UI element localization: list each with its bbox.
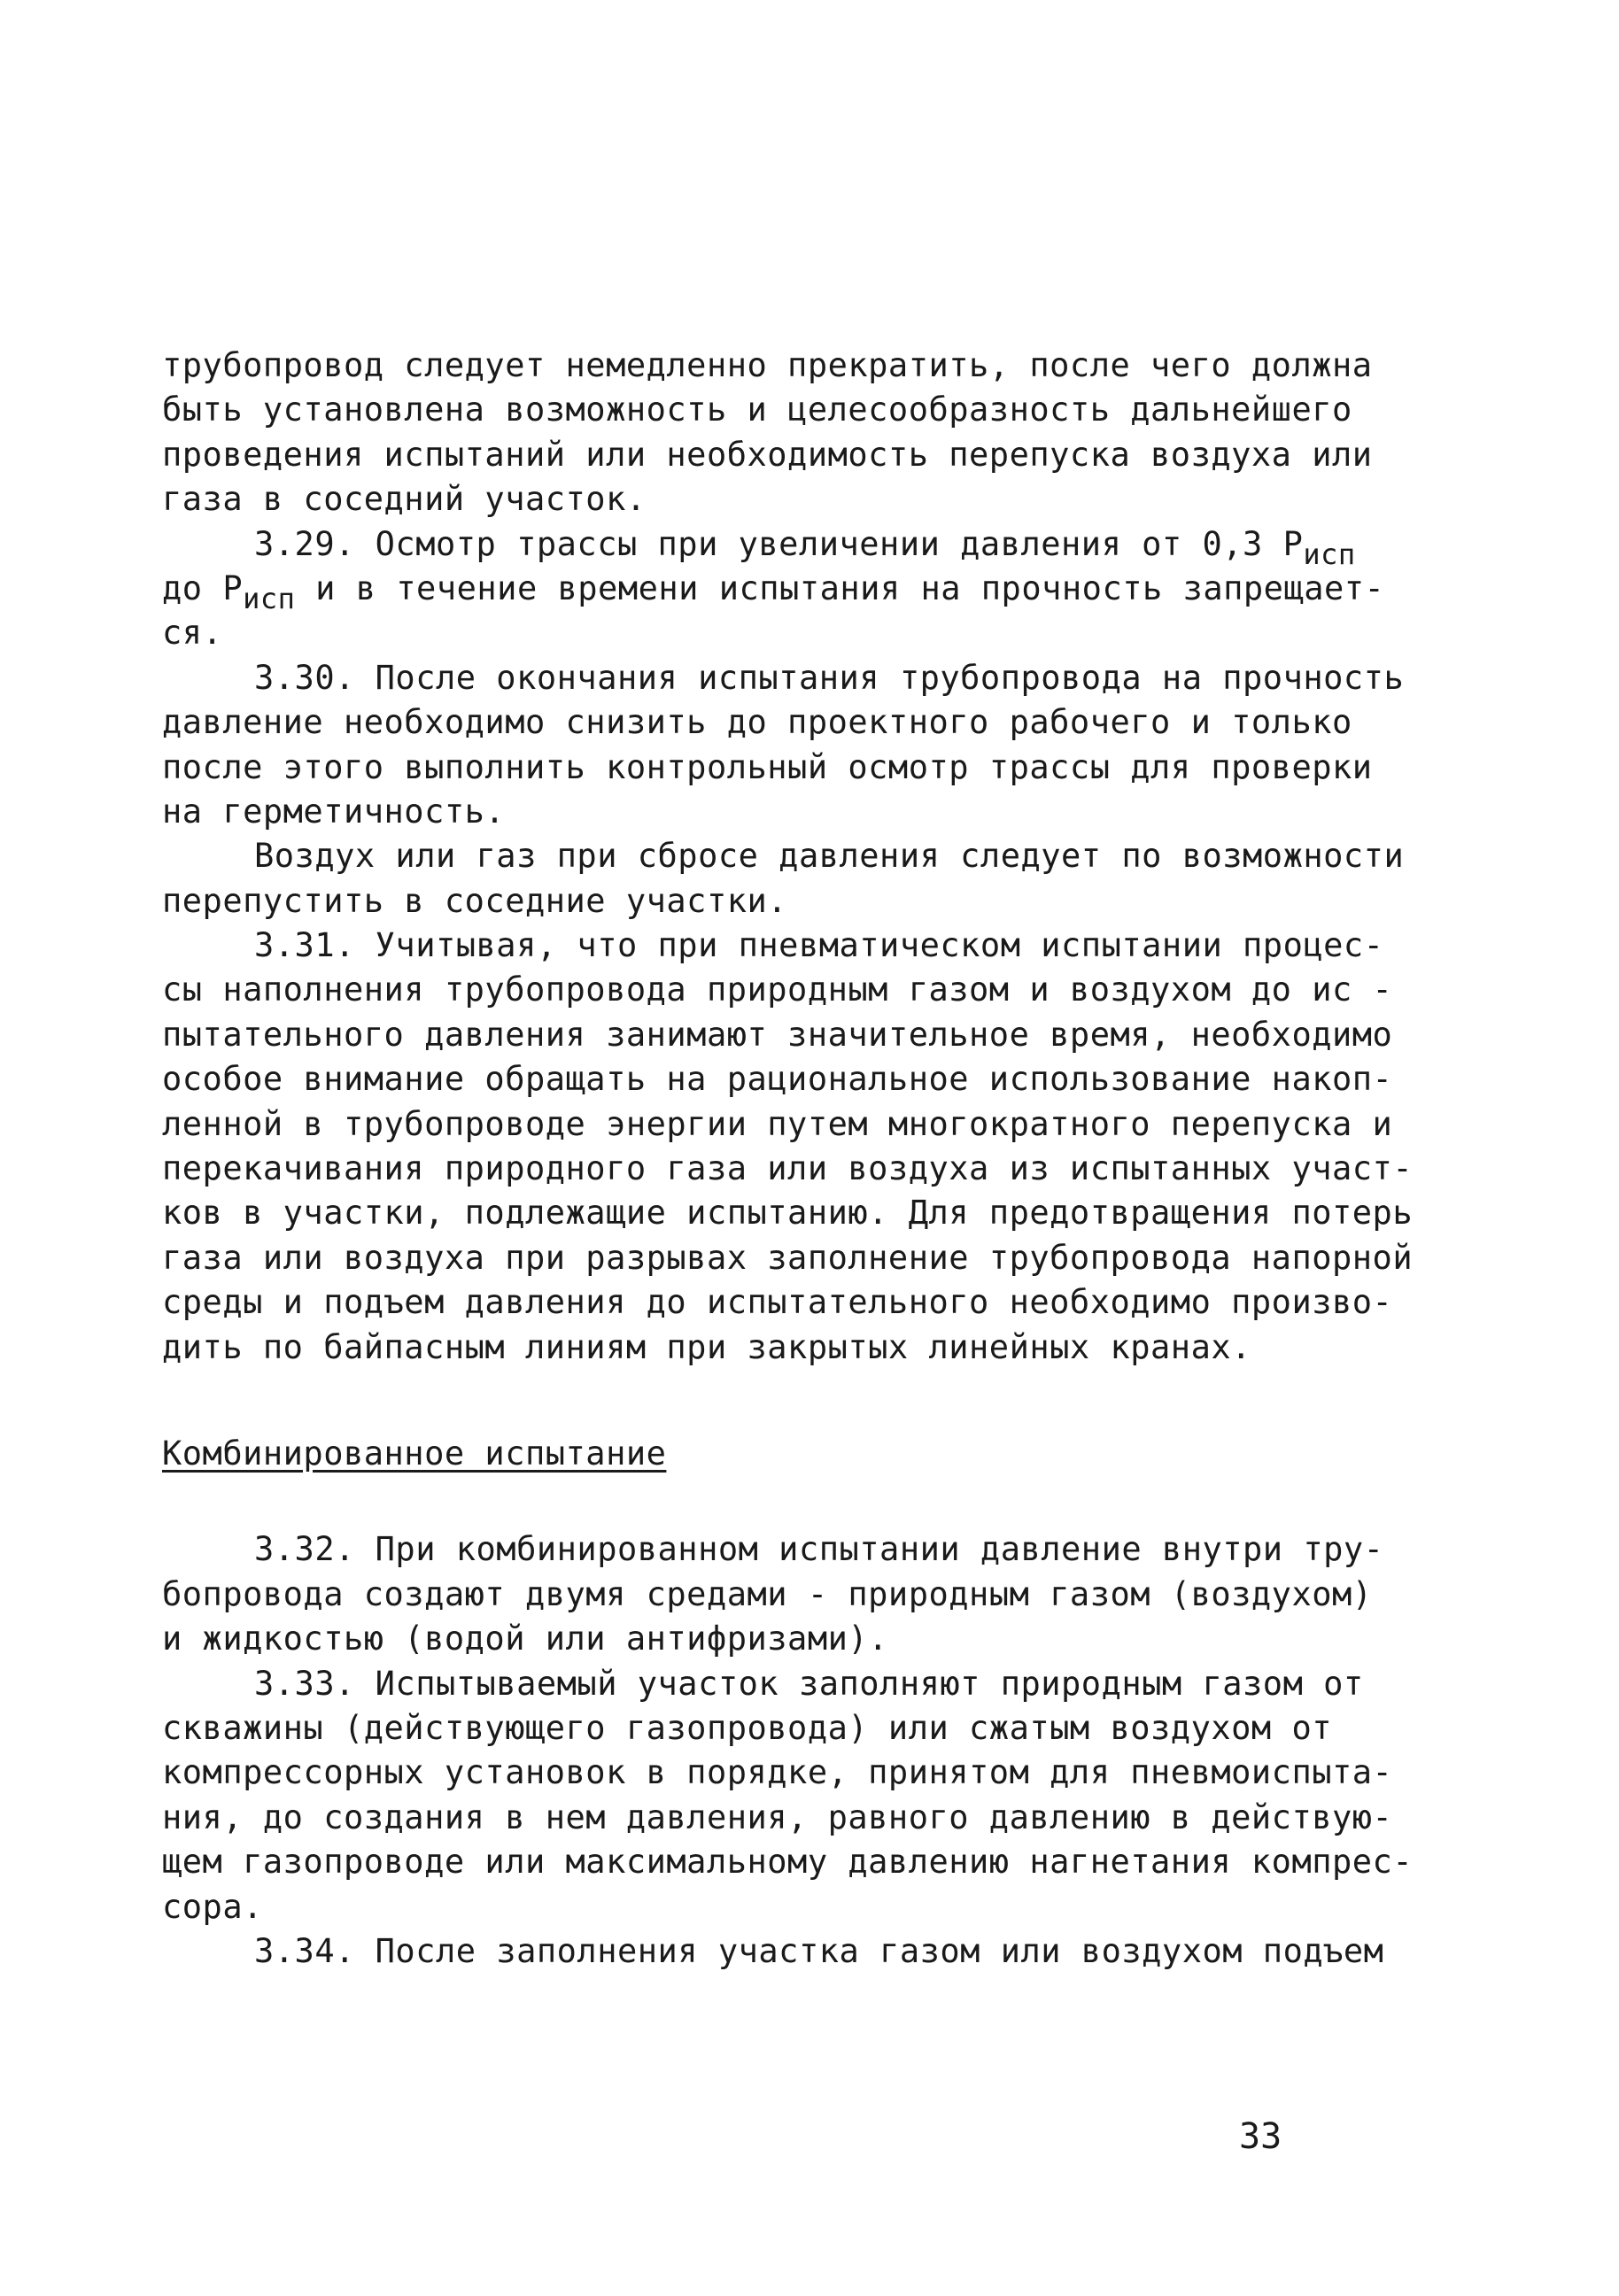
line-text: проведения испытаний или необходимость перепуска воздуха или xyxy=(162,435,1373,474)
subscript-text: исп xyxy=(1303,537,1356,571)
text-line xyxy=(162,388,1352,432)
line-text: трубопровод следует немедленно прекратить, после чего должна xyxy=(162,346,1373,384)
text-line xyxy=(162,1326,1331,1370)
text-line xyxy=(162,1885,1331,1929)
text-line xyxy=(162,656,1405,700)
line-text-continuation: и в течение времени испытания на прочность запрещает- xyxy=(295,568,1385,607)
line-text: дить по байпасным линиям при закрытых линейных кранах. xyxy=(162,1327,1251,1366)
line-text: скважины (действующего газопровода) или сжатым воздухом от xyxy=(162,1708,1333,1747)
text-line xyxy=(162,1751,1393,1795)
line-text: 3.30. После окончания испытания трубопровода на прочность xyxy=(254,658,1405,697)
text-line xyxy=(162,1102,1393,1147)
text-line xyxy=(162,433,1373,477)
line-text: 3.31. Учитывая, что при пневматическом испытании процес- xyxy=(254,926,1384,965)
text-line xyxy=(162,879,1331,924)
text-line xyxy=(162,834,1405,878)
spacer xyxy=(162,1370,1331,1432)
line-text: газа в соседний участок. xyxy=(162,480,647,519)
section-heading-line xyxy=(162,1432,1331,1476)
line-text: среды и подъем давления до испытательного необходимо произво- xyxy=(162,1283,1393,1322)
text-block-before-heading xyxy=(162,344,1414,1370)
line-text: ков в участки, подлежащие испытанию. Для предотвращения потерь xyxy=(162,1194,1414,1233)
line-text: и жидкостью (водой или антифризами). xyxy=(162,1620,888,1658)
text-line xyxy=(162,1057,1393,1102)
line-text: перепустить в соседние участки. xyxy=(162,881,788,920)
text-line xyxy=(162,1840,1414,1884)
line-text: сы наполнения трубопровода природным газом и воздухом до ис - xyxy=(162,970,1393,1009)
section-heading: Комбинированное испытание xyxy=(162,1434,667,1473)
spacer xyxy=(162,1476,1331,1527)
text-line xyxy=(162,1527,1384,1572)
text-line xyxy=(162,1662,1364,1706)
text-line xyxy=(162,1147,1414,1191)
line-text: щем газопроводе или максимальному давлению нагнетания компрес- xyxy=(162,1843,1414,1882)
text-block-after-heading xyxy=(162,1527,1414,1974)
line-text: быть установлена возможность и целесообразность дальнейшего xyxy=(162,390,1352,429)
line-text: ся. xyxy=(162,614,223,653)
line-text: пытательного давления занимают значительное время, необходимо xyxy=(162,1015,1393,1054)
text-line xyxy=(162,477,1331,522)
text-line xyxy=(162,700,1352,745)
text-line xyxy=(162,1706,1331,1751)
text-line xyxy=(162,1573,1373,1617)
text-line xyxy=(162,611,1331,655)
line-text: перекачивания природного газа или воздуха из испытанных участ- xyxy=(162,1149,1414,1188)
text-line xyxy=(162,1013,1393,1057)
text-line xyxy=(162,567,1385,615)
line-text: особое внимание обращать на рациональное использование накоп- xyxy=(162,1060,1393,1099)
line-text: 3.32. При комбинированном испытании давление внутри тру- xyxy=(254,1530,1384,1569)
text-line xyxy=(162,1191,1414,1235)
line-text: до P xyxy=(162,568,244,607)
line-text: давление необходимо снизить до проектного рабочего и только xyxy=(162,703,1352,742)
text-line xyxy=(162,790,1331,834)
page-number: 33 xyxy=(1239,2116,1282,2157)
line-text: 3.29. Осмотр трассы при увеличении давления от 0,3 P xyxy=(254,524,1304,563)
text-line xyxy=(162,1617,1331,1661)
line-text: компрессорных установок в порядке, принятом для пневмоиспыта- xyxy=(162,1753,1393,1792)
text-line xyxy=(162,968,1393,1012)
text-line xyxy=(162,344,1373,388)
document-page xyxy=(162,344,1414,1974)
line-text: Воздух или газ при сбросе давления следует по возможности xyxy=(254,837,1405,876)
line-text: сора. xyxy=(162,1887,263,1926)
line-text: после этого выполнить контрольный осмотр трассы для проверки xyxy=(162,747,1373,786)
line-text: 3.34. После заполнения участка газом или воздухом подъем xyxy=(254,1931,1384,1970)
text-line xyxy=(162,1796,1393,1840)
line-text: на герметичность. xyxy=(162,792,506,831)
text-line xyxy=(162,924,1384,968)
text-line xyxy=(162,1236,1414,1280)
line-text: ния, до создания в нем давления, равного давлению в действую- xyxy=(162,1797,1393,1836)
line-text: газа или воздуха при разрывах заполнение трубопровода напорной xyxy=(162,1238,1414,1277)
text-line xyxy=(162,1929,1384,1974)
text-line xyxy=(162,1280,1393,1325)
text-line xyxy=(162,746,1373,790)
line-text: ленной в трубопроводе энергии путем многократного перепуска и xyxy=(162,1104,1393,1143)
text-line xyxy=(162,522,1356,571)
line-text: бопровода создают двумя средами - природным газом (воздухом) xyxy=(162,1574,1373,1613)
line-text: 3.33. Испытываемый участок заполняют природным газом от xyxy=(254,1664,1364,1703)
subscript-text: исп xyxy=(243,581,296,615)
